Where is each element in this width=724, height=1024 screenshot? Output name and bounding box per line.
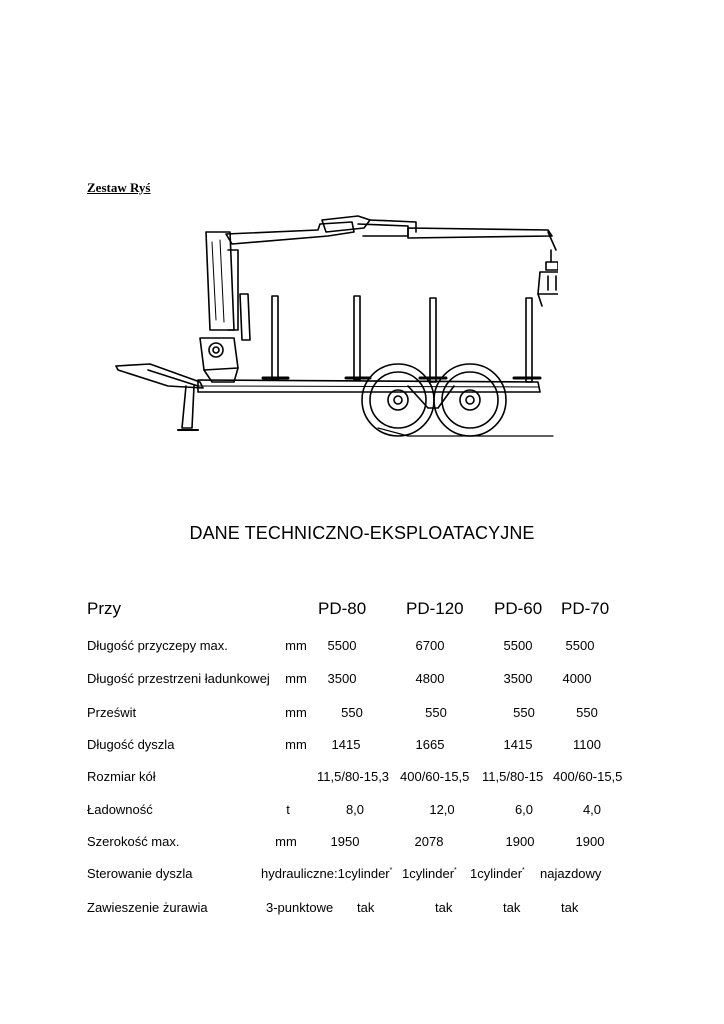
footnote-marker: * <box>454 867 457 874</box>
row-value: 1665 <box>415 737 445 752</box>
row-value: 1900 <box>575 834 605 849</box>
row-value: 3500 <box>327 671 357 686</box>
trailer-crane-illustration <box>108 210 558 442</box>
row-label: Długość przyczepy max. <box>87 638 228 653</box>
row-value: 4000 <box>562 671 592 686</box>
row-value: 4800 <box>415 671 445 686</box>
row-value: 6,0 <box>514 802 534 817</box>
model-header-pd70: PD-70 <box>561 599 610 618</box>
row-value: 5500 <box>503 638 533 653</box>
footnote-marker: * <box>522 867 525 874</box>
footnote-marker: * <box>389 867 393 874</box>
row-unit: mm <box>285 705 307 720</box>
row-label: Ładowność <box>87 802 153 817</box>
row-unit: t <box>286 802 290 817</box>
row-label: Prześwit <box>87 705 137 720</box>
suspension-value: tak <box>503 900 521 915</box>
steering-value-cell <box>470 866 525 881</box>
row-value: 1900 <box>505 834 535 849</box>
row-label: Długość przestrzeni ładunkowej <box>87 671 270 686</box>
row-value: 6700 <box>415 638 445 653</box>
suspension-label: Zawieszenie żurawia <box>87 900 208 915</box>
suspension-value: tak <box>435 900 453 915</box>
row-value: 5500 <box>565 638 595 653</box>
row-value: 1415 <box>331 737 361 752</box>
steering-value: 1cylinder <box>470 866 523 881</box>
row-value: 11,5/80-15 <box>482 769 544 784</box>
steering-label: Sterowanie dyszla <box>87 866 193 881</box>
row-value: 400/60-15,5 <box>400 769 470 784</box>
model-header-pd120: PD-120 <box>406 599 464 618</box>
steering-value: najazdowy <box>540 866 602 881</box>
model-header-pd60: PD-60 <box>494 599 543 618</box>
steering-value: 1cylinder <box>337 866 390 881</box>
table-header-label: Przy <box>87 599 121 618</box>
row-value: 2078 <box>414 834 444 849</box>
row-value: 550 <box>513 705 535 720</box>
row-unit: mm <box>275 834 297 849</box>
row-unit: mm <box>285 737 307 752</box>
steering-value-cell <box>402 866 457 881</box>
row-value: 12,0 <box>429 802 455 817</box>
row-value: 11,5/80-15,3 <box>317 769 390 784</box>
row-value: 8,0 <box>345 802 365 817</box>
suspension-value: tak <box>561 900 579 915</box>
row-unit: mm <box>285 638 307 653</box>
row-label: Szerokość max. <box>87 834 180 849</box>
steering-value: 1cylinder <box>402 866 455 881</box>
row-value: 3500 <box>503 671 533 686</box>
row-value: 1415 <box>503 737 533 752</box>
model-header-pd80: PD-80 <box>318 599 367 618</box>
suspension-unit: 3-punktowe <box>266 900 334 915</box>
steering-values <box>261 866 392 881</box>
row-value: 400/60-15,5 <box>553 769 623 784</box>
row-value: 1100 <box>573 737 601 752</box>
suspension-value: tak <box>357 900 375 915</box>
steering-prefix: hydrauliczne: <box>261 866 338 881</box>
row-value: 5500 <box>327 638 357 653</box>
row-value: 550 <box>576 705 598 720</box>
document-title: Zestaw Ryś <box>87 180 151 195</box>
row-value: 1950 <box>330 834 360 849</box>
row-unit: mm <box>285 671 307 686</box>
row-value: 4,0 <box>582 802 602 817</box>
row-label: Rozmiar kół <box>87 769 156 784</box>
row-label: Długość dyszla <box>87 737 175 752</box>
row-value: 550 <box>341 705 363 720</box>
section-heading: DANE TECHNICZNO-EKSPLOATACYJNE <box>189 523 535 543</box>
row-value: 550 <box>425 705 447 720</box>
